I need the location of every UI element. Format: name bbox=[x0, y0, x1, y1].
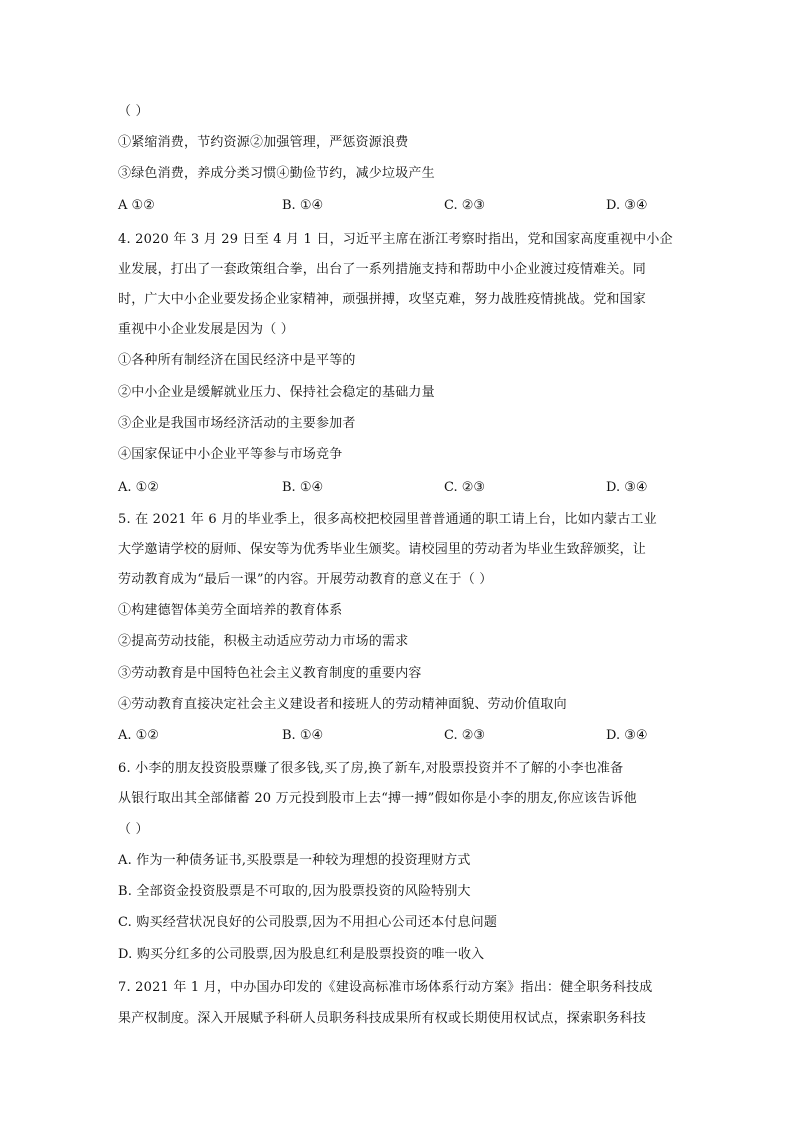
q7-stem-line: 果产权制度。深入开展赋予科研人员职务科技成果所有权或长期使用权试点，探索职务科技 bbox=[118, 1011, 647, 1026]
q4-option-d: D. ③④ bbox=[606, 480, 648, 495]
q5-statement: ④劳动教育直接决定社会主义建设者和接班人的劳动精神面貌、劳动价值取向 bbox=[118, 697, 567, 712]
q3-option-c: C. ②③ bbox=[444, 198, 486, 213]
q3-option-d: D. ③④ bbox=[606, 198, 648, 213]
q6-option-c: C. 购买经营状况良好的公司股票,因为不用担心公司还本付息问题 bbox=[118, 915, 498, 930]
q4-option-b: B. ①④ bbox=[282, 480, 324, 495]
q5-option-b: B. ①④ bbox=[282, 728, 324, 743]
q3-option-b: B. ①④ bbox=[282, 198, 324, 213]
q4-statement: ③企业是我国市场经济活动的主要参加者 bbox=[118, 416, 356, 431]
q6-option-a: A. 作为一种债务证书,买股票是一种较为理想的投资理财方式 bbox=[118, 853, 471, 868]
q4-stem-line: 重视中小企业发展是因为（ ） bbox=[118, 322, 294, 337]
q4-option-a: A. ①② bbox=[118, 480, 159, 495]
q5-stem-line: 大学邀请学校的厨师、保安等为优秀毕业生颁奖。请校园里的劳动者为毕业生致辞颁奖，让 bbox=[118, 542, 647, 557]
q5-option-a: A. ①② bbox=[118, 728, 159, 743]
q4-stem-line: 业发展，打出了一套政策组合拳，出台了一系列措施支持和帮助中小企业渡过疫情难关。同 bbox=[118, 262, 647, 277]
q5-stem-line: 劳动教育成为“最后一课”的内容。开展劳动教育的意义在于（ ） bbox=[118, 572, 493, 587]
q6-stem-line: 6. 小李的朋友投资股票赚了很多钱,买了房,换了新车,对股票投资并不了解的小李也准备 bbox=[118, 761, 624, 776]
q4-option-c: C. ②③ bbox=[444, 480, 486, 495]
q3-option-a: A ①② bbox=[118, 198, 155, 213]
q3-statement-line: ③绿色消费，养成分类习惯④勤俭节约，减少垃圾产生 bbox=[118, 166, 435, 181]
q7-stem-line: 7. 2021 年 1 月，中办国办印发的《建设高标准市场体系行动方案》指出：健全职务科技成 bbox=[118, 980, 653, 995]
q5-statement: ②提高劳动技能，积极主动适应劳动力市场的需求 bbox=[118, 634, 409, 649]
q6-stem-line: 从银行取出其全部储蓄 20 万元投到股市上去“搏一搏”假如你是小李的朋友,你应该告诉他 bbox=[118, 791, 637, 806]
q3-statement-line: ①紧缩消费，节约资源②加强管理，严惩资源浪费 bbox=[118, 135, 409, 150]
q6-option-b: B. 全部资金投资股票是不可取的,因为股票投资的风险特别大 bbox=[118, 884, 471, 899]
q5-option-d: D. ③④ bbox=[606, 728, 648, 743]
q5-statement: ③劳动教育是中国特色社会主义教育制度的重要内容 bbox=[118, 666, 422, 681]
q3-stem-end: （ ） bbox=[118, 104, 149, 119]
q4-statement: ②中小企业是缓解就业压力、保持社会稳定的基础力量 bbox=[118, 385, 435, 400]
q4-stem-line: 4. 2020 年 3 月 29 日至 4 月 1 日，习近平主席在浙江考察时指出，党和国家高度重视中小企 bbox=[118, 232, 673, 247]
q6-stem-line: （ ） bbox=[118, 822, 149, 837]
q4-statement: ①各种所有制经济在国民经济中是平等的 bbox=[118, 353, 356, 368]
q5-option-c: C. ②③ bbox=[444, 728, 486, 743]
q5-statement: ①构建德智体美劳全面培养的教育体系 bbox=[118, 603, 343, 618]
q6-option-d: D. 购买分红多的公司股票,因为股息红利是股票投资的唯一收入 bbox=[118, 947, 485, 962]
q4-statement: ④国家保证中小企业平等参与市场竞争 bbox=[118, 447, 343, 462]
q4-stem-line: 时，广大中小企业要发扬企业家精神，顽强拼搏，攻坚克难，努力战胜疫情挑战。党和国家 bbox=[118, 292, 647, 307]
q5-stem-line: 5. 在 2021 年 6 月的毕业季上，很多高校把校园里普普通通的职工请上台，比如内蒙古工业 bbox=[118, 512, 657, 527]
